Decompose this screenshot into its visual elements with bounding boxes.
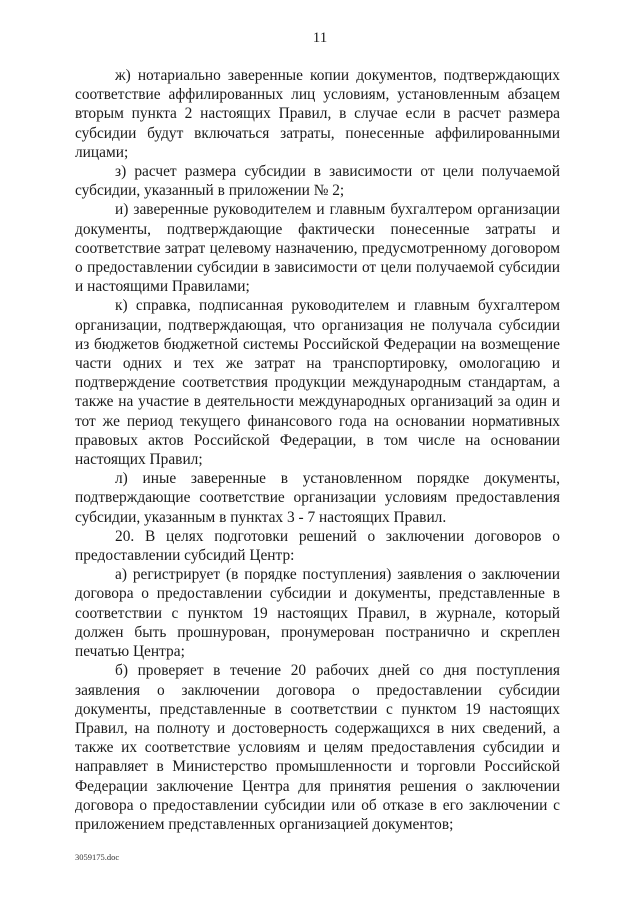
paragraph-b: б) проверяет в течение 20 рабочих дней со дня поступления заявления о заключении договора о предоставлении субсидии документы, представленные в соответствии с пунктом 19 настоящих Правил, на полноту и достоверность содержащихся в них сведений, а также их соответствие условиям и целям предоставления субсидии и направляет в Министерство промышленности и торговли Российской Федерации заключение Центра для принятия решения о заключении договора о предоставлении субсидии или об отказе в его заключении с приложением представленных организацией документов;: [75, 662, 560, 833]
document-body: [75, 66, 560, 834]
paragraph-k: к) справка, подписанная руководителем и главным бухгалтером организации, подтверждающая, что организация не получала субсидии из бюджетов бюджетной системы Российской Федерации на возмещение части одних и тех же затрат на транспортировку, омологацию и подтверждение соответствия продукции международным стандартам, а также на участие в деятельности международных организаций за один и тот же период текущего финансового года на основании нормативных правовых актов Российской Федерации, в том числе на основании настоящих Правил;: [75, 297, 560, 469]
paragraph-z: з) расчет размера субсидии в зависимости от цели получаемой субсидии, указанный в приложении № 2;: [75, 163, 560, 200]
paragraph-a: а) регистрирует (в порядке поступления) заявления о заключении договора о предоставлении субсидии и документы, представленные в соответствии с пунктом 19 настоящих Правил, в журнале, который должен быть прошнурован, пронумерован постранично и скреплен печатью Центра;: [75, 566, 560, 661]
page-number: 11: [312, 30, 328, 46]
paragraph-zh: ж) нотариально заверенные копии документов, подтверждающих соответствие аффилированных лиц условиям, установленным абзацем вторым пункта 2 настоящих Правил, в случае если в расчет размера субсидии будут включаться затраты, понесенные аффилированными лицами;: [75, 67, 560, 161]
paragraph-20: 20. В целях подготовки решений о заключении договоров о предоставлении субсидий Центр:: [75, 527, 560, 565]
paragraph-i: и) заверенные руководителем и главным бухгалтером организации документы, подтверждающие фактически понесенные затраты и соответствие затрат целевому назначению, предусмотренному договором о предоставлении субсидии в зависимости от цели получаемой субсидии и настоящими Правилами;: [75, 201, 560, 296]
paragraph-l: л) иные заверенные в установленном порядке документы, подтверждающие соответствие организации условиям предоставления субсидии, указанным в пунктах 3 - 7 настоящих Правил.: [75, 470, 560, 526]
document-filename: 3059175.doc: [75, 852, 120, 862]
